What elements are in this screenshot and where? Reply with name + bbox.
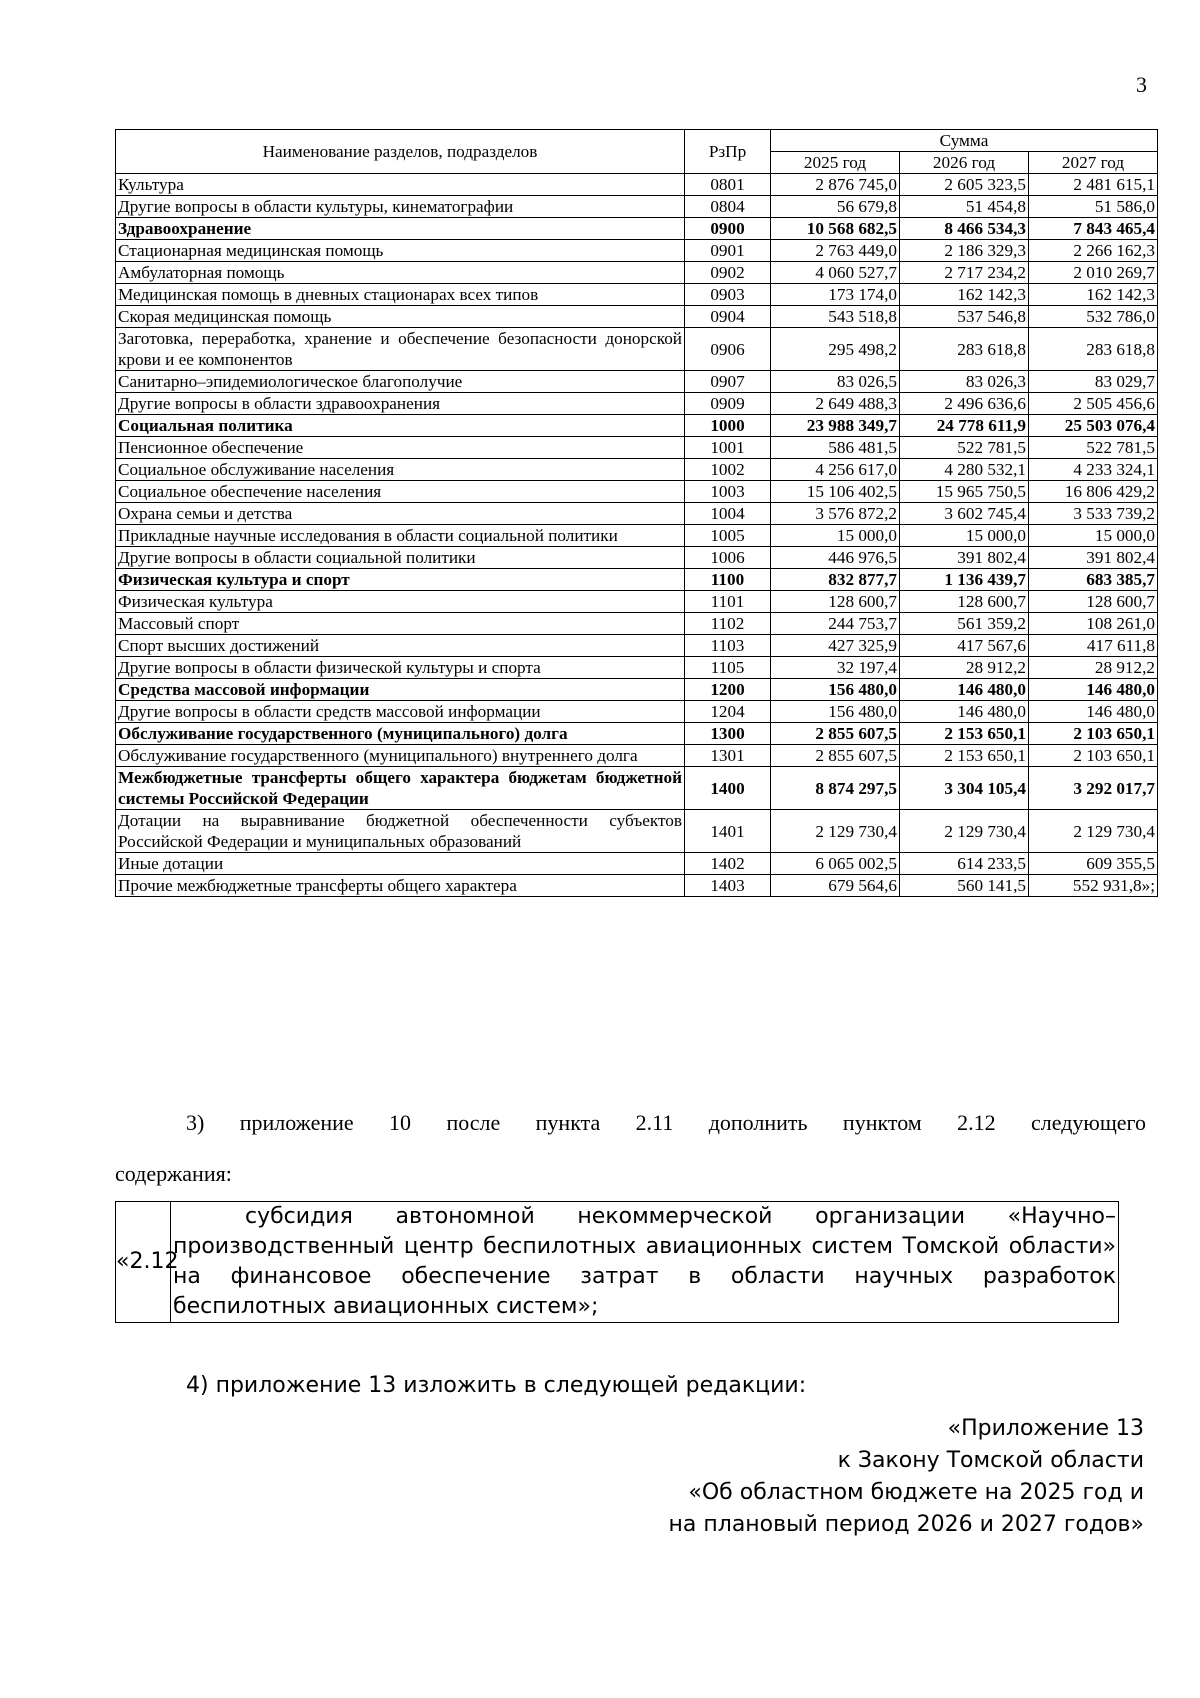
insert-item-text: субсидия автономной некоммерческой организации «Научно–производственный центр беспилотных авиационных систем Томской области» на финансовое обеспечение затрат в области научных разработок беспилотных авиационных систем»; [171, 1202, 1119, 1323]
row-name: Межбюджетные трансферты общего характера бюджетам бюджетной системы Российской Федерации [116, 767, 685, 810]
row-value-2026: 2 186 329,3 [900, 240, 1029, 262]
row-code: 1105 [685, 657, 771, 679]
row-value-2027: 16 806 429,2 [1029, 481, 1158, 503]
row-code: 0801 [685, 174, 771, 196]
row-value-2025: 156 480,0 [771, 679, 900, 701]
row-value-2026: 1 136 439,7 [900, 569, 1029, 591]
row-value-2025: 2 855 607,5 [771, 723, 900, 745]
table-row [116, 371, 1158, 393]
row-name: Другие вопросы в области физической культуры и спорта [116, 657, 685, 679]
row-value-2025: 23 988 349,7 [771, 415, 900, 437]
row-value-2027: 162 142,3 [1029, 284, 1158, 306]
row-value-2027: 2 266 162,3 [1029, 240, 1158, 262]
table-body [116, 174, 1158, 897]
row-value-2025: 2 855 607,5 [771, 745, 900, 767]
row-code: 1103 [685, 635, 771, 657]
page-number: 3 [1136, 72, 1147, 97]
row-name: Обслуживание государственного (муниципального) долга [116, 723, 685, 745]
row-value-2026: 2 153 650,1 [900, 723, 1029, 745]
row-value-2026: 146 480,0 [900, 701, 1029, 723]
row-code: 1100 [685, 569, 771, 591]
insert-table-row [116, 1202, 1119, 1323]
table-row [116, 635, 1158, 657]
row-value-2027: 146 480,0 [1029, 701, 1158, 723]
row-name: Прикладные научные исследования в области социальной политики [116, 525, 685, 547]
appendix-line-1: «Приложение 13 [947, 1416, 1144, 1441]
paragraph-3-line-1: 3) приложение 10 после пункта 2.11 дополнить пунктом 2.12 следующего [186, 1110, 1146, 1135]
row-value-2027: 25 503 076,4 [1029, 415, 1158, 437]
row-value-2026: 2 129 730,4 [900, 810, 1029, 853]
row-name: Спорт высших достижений [116, 635, 685, 657]
row-code: 0900 [685, 218, 771, 240]
table-row [116, 701, 1158, 723]
table-row [116, 723, 1158, 745]
row-value-2026: 560 141,5 [900, 875, 1029, 897]
table-row [116, 613, 1158, 635]
table-row [116, 393, 1158, 415]
row-name: Социальная политика [116, 415, 685, 437]
row-code: 0902 [685, 262, 771, 284]
row-value-2025: 15 106 402,5 [771, 481, 900, 503]
row-code: 1102 [685, 613, 771, 635]
row-code: 1301 [685, 745, 771, 767]
row-name: Массовый спорт [116, 613, 685, 635]
row-value-2027: 4 233 324,1 [1029, 459, 1158, 481]
row-value-2027: 2 129 730,4 [1029, 810, 1158, 853]
row-value-2025: 2 763 449,0 [771, 240, 900, 262]
row-value-2027: 2 103 650,1 [1029, 745, 1158, 767]
appendix-heading [669, 1413, 1144, 1541]
row-value-2025: 3 576 872,2 [771, 503, 900, 525]
row-value-2026: 561 359,2 [900, 613, 1029, 635]
table-row [116, 767, 1158, 810]
row-value-2027: 15 000,0 [1029, 525, 1158, 547]
row-code: 0909 [685, 393, 771, 415]
row-name: Здравоохранение [116, 218, 685, 240]
row-value-2025: 4 256 617,0 [771, 459, 900, 481]
row-value-2025: 427 325,9 [771, 635, 900, 657]
row-name: Амбулаторная помощь [116, 262, 685, 284]
row-value-2025: 295 498,2 [771, 328, 900, 371]
row-value-2026: 3 304 105,4 [900, 767, 1029, 810]
table-row [116, 569, 1158, 591]
row-value-2025: 15 000,0 [771, 525, 900, 547]
row-name: Заготовка, переработка, хранение и обеспечение безопасности донорской крови и ее компонентов [116, 328, 685, 371]
row-value-2027: 3 292 017,7 [1029, 767, 1158, 810]
row-code: 1401 [685, 810, 771, 853]
row-code: 1000 [685, 415, 771, 437]
table-row [116, 306, 1158, 328]
row-value-2026: 128 600,7 [900, 591, 1029, 613]
row-name: Прочие межбюджетные трансферты общего характера [116, 875, 685, 897]
row-value-2025: 128 600,7 [771, 591, 900, 613]
table-row [116, 240, 1158, 262]
budget-table [115, 129, 1158, 897]
row-name: Другие вопросы в области социальной политики [116, 547, 685, 569]
paragraph-3-line-2: содержания: [115, 1161, 232, 1186]
row-value-2026: 391 802,4 [900, 547, 1029, 569]
appendix-line-4: на плановый период 2026 и 2027 годов» [668, 1512, 1144, 1537]
row-value-2025: 244 753,7 [771, 613, 900, 635]
row-value-2026: 537 546,8 [900, 306, 1029, 328]
row-value-2027: 683 385,7 [1029, 569, 1158, 591]
row-value-2025: 156 480,0 [771, 701, 900, 723]
row-code: 1001 [685, 437, 771, 459]
year-2027-header: 2027 год [1029, 152, 1158, 174]
row-value-2025: 83 026,5 [771, 371, 900, 393]
row-name: Другие вопросы в области здравоохранения [116, 393, 685, 415]
row-value-2027: 417 611,8 [1029, 635, 1158, 657]
row-name: Скорая медицинская помощь [116, 306, 685, 328]
code-column-header: РзПр [685, 130, 771, 174]
row-value-2027: 2 103 650,1 [1029, 723, 1158, 745]
row-name: Социальное обслуживание населения [116, 459, 685, 481]
row-value-2027: 28 912,2 [1029, 657, 1158, 679]
table-row [116, 262, 1158, 284]
row-name: Культура [116, 174, 685, 196]
row-value-2025: 6 065 002,5 [771, 853, 900, 875]
row-code: 0804 [685, 196, 771, 218]
row-value-2026: 15 000,0 [900, 525, 1029, 547]
table-row [116, 174, 1158, 196]
row-code: 1002 [685, 459, 771, 481]
table-row [116, 328, 1158, 371]
row-value-2025: 2 129 730,4 [771, 810, 900, 853]
row-code: 0907 [685, 371, 771, 393]
row-value-2026: 51 454,8 [900, 196, 1029, 218]
row-code: 1200 [685, 679, 771, 701]
table-row [116, 657, 1158, 679]
row-value-2026: 3 602 745,4 [900, 503, 1029, 525]
appendix-line-3: «Об областном бюджете на 2025 год и [688, 1480, 1144, 1505]
row-value-2026: 162 142,3 [900, 284, 1029, 306]
row-value-2027: 522 781,5 [1029, 437, 1158, 459]
row-value-2027: 532 786,0 [1029, 306, 1158, 328]
row-code: 1101 [685, 591, 771, 613]
table-row [116, 196, 1158, 218]
row-name: Другие вопросы в области средств массовой информации [116, 701, 685, 723]
row-name: Социальное обеспечение населения [116, 481, 685, 503]
row-code: 1003 [685, 481, 771, 503]
row-code: 0903 [685, 284, 771, 306]
row-value-2027: 391 802,4 [1029, 547, 1158, 569]
row-value-2026: 4 280 532,1 [900, 459, 1029, 481]
row-value-2026: 8 466 534,3 [900, 218, 1029, 240]
row-value-2026: 2 605 323,5 [900, 174, 1029, 196]
row-name: Физическая культура и спорт [116, 569, 685, 591]
row-code: 1300 [685, 723, 771, 745]
row-value-2026: 522 781,5 [900, 437, 1029, 459]
table-row [116, 547, 1158, 569]
row-code: 1403 [685, 875, 771, 897]
row-value-2025: 586 481,5 [771, 437, 900, 459]
table-row [116, 437, 1158, 459]
row-value-2025: 679 564,6 [771, 875, 900, 897]
row-value-2027: 146 480,0 [1029, 679, 1158, 701]
row-value-2027: 2 505 456,6 [1029, 393, 1158, 415]
row-value-2025: 832 877,7 [771, 569, 900, 591]
row-name: Пенсионное обеспечение [116, 437, 685, 459]
table-row [116, 591, 1158, 613]
row-code: 1402 [685, 853, 771, 875]
row-value-2026: 417 567,6 [900, 635, 1029, 657]
row-value-2025: 8 874 297,5 [771, 767, 900, 810]
table-row [116, 853, 1158, 875]
row-code: 1004 [685, 503, 771, 525]
insert-item-number: «2.12 [116, 1202, 171, 1323]
year-2026-header: 2026 год [900, 152, 1029, 174]
row-name: Иные дотации [116, 853, 685, 875]
table-row [116, 415, 1158, 437]
row-value-2026: 614 233,5 [900, 853, 1029, 875]
row-code: 1006 [685, 547, 771, 569]
table-row [116, 481, 1158, 503]
year-2025-header: 2025 год [771, 152, 900, 174]
appendix-line-2: к Закону Томской области [837, 1448, 1144, 1473]
row-value-2027: 3 533 739,2 [1029, 503, 1158, 525]
row-value-2027: 283 618,8 [1029, 328, 1158, 371]
row-value-2025: 2 876 745,0 [771, 174, 900, 196]
row-name: Санитарно–эпидемиологическое благополучие [116, 371, 685, 393]
row-value-2025: 32 197,4 [771, 657, 900, 679]
row-value-2026: 2 717 234,2 [900, 262, 1029, 284]
row-value-2027: 108 261,0 [1029, 613, 1158, 635]
row-value-2026: 15 965 750,5 [900, 481, 1029, 503]
row-value-2026: 83 026,3 [900, 371, 1029, 393]
row-code: 0901 [685, 240, 771, 262]
row-value-2027: 7 843 465,4 [1029, 218, 1158, 240]
row-code: 1204 [685, 701, 771, 723]
row-value-2025: 4 060 527,7 [771, 262, 900, 284]
row-name: Физическая культура [116, 591, 685, 613]
row-value-2026: 2 496 636,6 [900, 393, 1029, 415]
row-name: Медицинская помощь в дневных стационарах всех типов [116, 284, 685, 306]
row-value-2025: 446 976,5 [771, 547, 900, 569]
row-code: 0906 [685, 328, 771, 371]
row-code: 1400 [685, 767, 771, 810]
table-row [116, 810, 1158, 853]
table-row [116, 679, 1158, 701]
sum-column-header: Сумма [771, 130, 1158, 152]
row-value-2027: 2 010 269,7 [1029, 262, 1158, 284]
row-value-2025: 2 649 488,3 [771, 393, 900, 415]
table-row [116, 284, 1158, 306]
row-value-2026: 28 912,2 [900, 657, 1029, 679]
row-value-2026: 146 480,0 [900, 679, 1029, 701]
row-value-2027: 128 600,7 [1029, 591, 1158, 613]
row-value-2027: 609 355,5 [1029, 853, 1158, 875]
row-code: 1005 [685, 525, 771, 547]
row-value-2027: 83 029,7 [1029, 371, 1158, 393]
paragraph-4: 4) приложение 13 изложить в следующей редакции: [186, 1373, 807, 1398]
row-value-2027: 2 481 615,1 [1029, 174, 1158, 196]
table-row [116, 218, 1158, 240]
table-row [116, 503, 1158, 525]
name-column-header: Наименование разделов, подразделов [116, 130, 685, 174]
row-name: Стационарная медицинская помощь [116, 240, 685, 262]
row-value-2026: 24 778 611,9 [900, 415, 1029, 437]
table-header-row [116, 130, 1158, 152]
row-name: Средства массовой информации [116, 679, 685, 701]
row-name: Другие вопросы в области культуры, кинематографии [116, 196, 685, 218]
row-value-2025: 173 174,0 [771, 284, 900, 306]
row-value-2025: 10 568 682,5 [771, 218, 900, 240]
row-value-2026: 2 153 650,1 [900, 745, 1029, 767]
row-value-2026: 283 618,8 [900, 328, 1029, 371]
row-code: 0904 [685, 306, 771, 328]
table-row [116, 525, 1158, 547]
insert-table [115, 1201, 1119, 1323]
table-row [116, 459, 1158, 481]
row-value-2027: 552 931,8»; [1029, 875, 1158, 897]
row-value-2025: 56 679,8 [771, 196, 900, 218]
row-name: Охрана семьи и детства [116, 503, 685, 525]
row-value-2025: 543 518,8 [771, 306, 900, 328]
row-value-2027: 51 586,0 [1029, 196, 1158, 218]
row-name: Обслуживание государственного (муниципального) внутреннего долга [116, 745, 685, 767]
row-name: Дотации на выравнивание бюджетной обеспеченности субъектов Российской Федерации и муниципальных образований [116, 810, 685, 853]
table-row [116, 745, 1158, 767]
table-row [116, 875, 1158, 897]
